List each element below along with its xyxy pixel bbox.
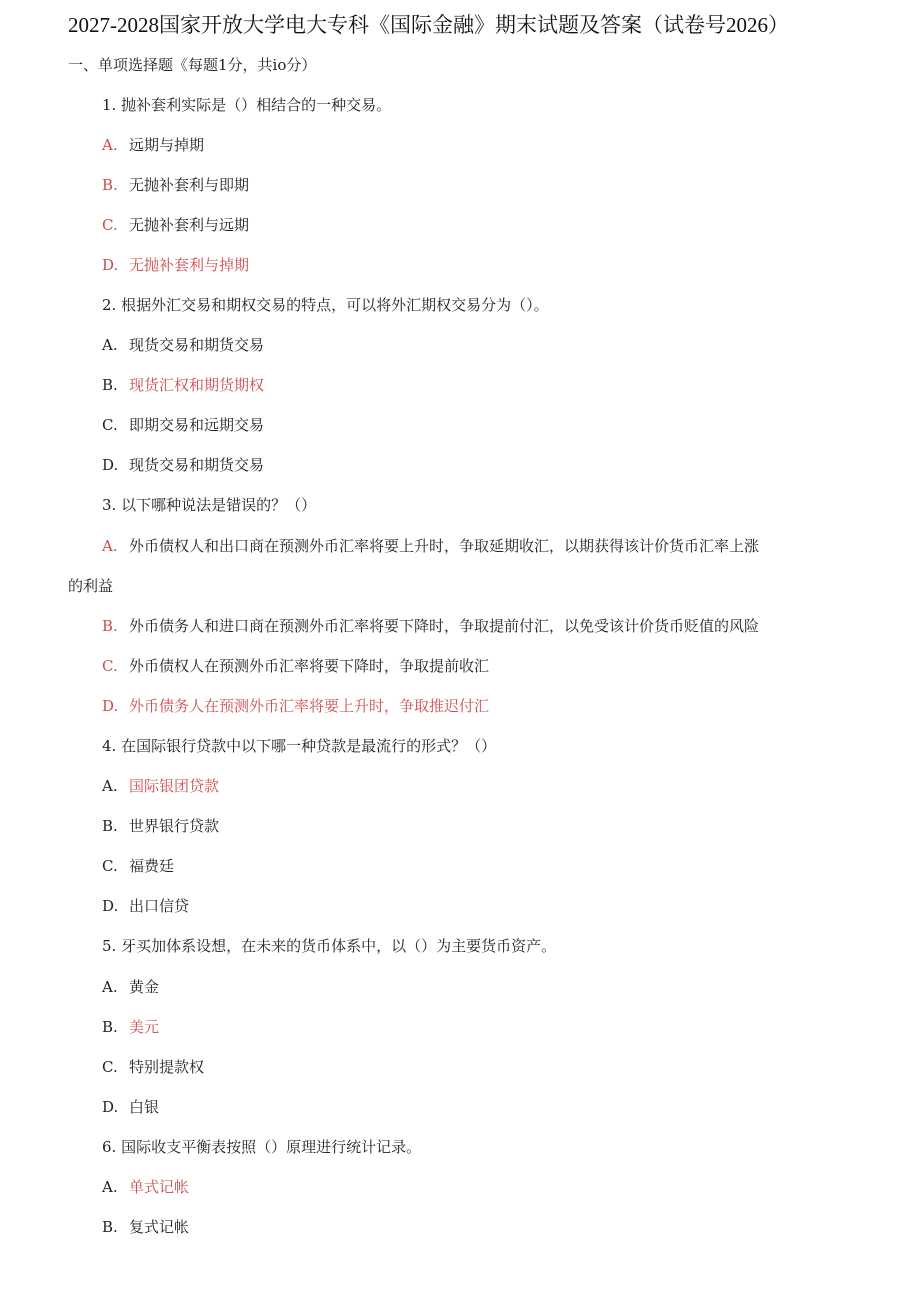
option-text: 现货汇权和期货期权 — [129, 376, 265, 394]
question-1-stem: 1. 抛补套利实际是（）相结合的一种交易。 — [102, 96, 392, 114]
option-text: 外币债务人在预测外币汇率将要上升时，争取推迟付汇 — [129, 697, 490, 715]
option-text: 特别提款权 — [129, 1058, 205, 1076]
option-text: 单式记帐 — [129, 1178, 190, 1196]
q1-option-b — [102, 173, 249, 197]
option-label: C. — [102, 857, 118, 875]
option-label: A. — [102, 1178, 118, 1196]
option-text: 无抛补套利与远期 — [129, 216, 250, 234]
question-2-stem: 2. 根据外汇交易和期权交易的特点，可以将外汇期权交易分为（）。 — [102, 296, 549, 314]
option-text: 现货交易和期货交易 — [129, 336, 265, 354]
option-label: D. — [102, 697, 119, 715]
question-5-stem: 5. 牙买加体系设想，在未来的货币体系中，以（）为主要货币资产。 — [102, 937, 557, 955]
option-label: B. — [102, 617, 118, 635]
option-text: 白银 — [129, 1098, 160, 1116]
q3-option-d — [102, 694, 489, 718]
option-text: 美元 — [129, 1018, 160, 1036]
option-text: 无抛补套利与即期 — [129, 176, 250, 194]
document-title: 2027-2028国家开放大学电大专科《国际金融》期末试题及答案（试卷号2026） — [68, 13, 789, 37]
q5-option-a — [102, 975, 159, 999]
option-text: 世界银行贷款 — [129, 817, 220, 835]
q2-option-d — [102, 453, 264, 477]
option-label: B. — [102, 817, 118, 835]
option-label: B. — [102, 1218, 118, 1236]
option-text: 国际银团贷款 — [129, 777, 220, 795]
q6-option-a — [102, 1175, 189, 1199]
option-text: 即期交易和远期交易 — [129, 416, 265, 434]
option-text: 出口信贷 — [129, 897, 190, 915]
option-text: 无抛补套利与掉期 — [129, 256, 250, 274]
option-label: D. — [102, 256, 119, 274]
option-text: 外币债权人和出口商在预测外币汇率将要上升时，争取延期收汇，以期获得该计价货币汇率上涨 — [129, 537, 760, 555]
q3-option-a — [102, 534, 759, 558]
option-label: C. — [102, 216, 118, 234]
option-label: D. — [102, 897, 119, 915]
option-text: 现货交易和期货交易 — [129, 456, 265, 474]
q3-option-c — [102, 654, 489, 678]
q1-option-c — [102, 213, 249, 237]
question-6-stem: 6. 国际收支平衡表按照（）原理进行统计记录。 — [102, 1138, 422, 1156]
q1-option-d — [102, 253, 249, 277]
q1-option-a — [102, 133, 204, 157]
option-label: B. — [102, 1018, 118, 1036]
option-label: A. — [102, 537, 118, 555]
question-4-stem: 4. 在国际银行贷款中以下哪一种贷款是最流行的形式？（） — [102, 737, 497, 755]
q4-option-c — [102, 854, 174, 878]
option-label: C. — [102, 416, 118, 434]
option-label: D. — [102, 1098, 119, 1116]
option-label: A. — [102, 978, 118, 996]
q2-option-b — [102, 373, 264, 397]
q5-option-b — [102, 1015, 159, 1039]
q4-option-b — [102, 814, 219, 838]
option-text: 复式记帐 — [129, 1218, 190, 1236]
q3-option-a-continuation: 的利益 — [68, 577, 114, 595]
option-label: A. — [102, 136, 118, 154]
option-label: D. — [102, 456, 119, 474]
q5-option-c — [102, 1055, 204, 1079]
option-label: A. — [102, 336, 118, 354]
option-label: B. — [102, 376, 118, 394]
option-label: A. — [102, 777, 118, 795]
question-3-stem: 3. 以下哪种说法是错误的？（） — [102, 496, 317, 514]
q4-option-a — [102, 774, 219, 798]
option-label: C. — [102, 657, 118, 675]
q6-option-b — [102, 1215, 189, 1239]
option-label: C. — [102, 1058, 118, 1076]
option-text: 远期与掉期 — [129, 136, 205, 154]
option-text: 外币债务人和进口商在预测外币汇率将要下降时，争取提前付汇，以免受该计价货币贬值的风险 — [129, 617, 760, 635]
option-text: 外币债权人在预测外币汇率将要下降时，争取提前收汇 — [129, 657, 490, 675]
option-text: 黄金 — [129, 978, 160, 996]
q2-option-c — [102, 413, 264, 437]
option-text: 福费廷 — [129, 857, 175, 875]
option-label: B. — [102, 176, 118, 194]
q4-option-d — [102, 894, 189, 918]
q2-option-a — [102, 333, 264, 357]
section-heading: 一、单项选择题《每题1分，共io分） — [68, 56, 317, 74]
q5-option-d — [102, 1095, 159, 1119]
q3-option-b — [102, 614, 759, 638]
